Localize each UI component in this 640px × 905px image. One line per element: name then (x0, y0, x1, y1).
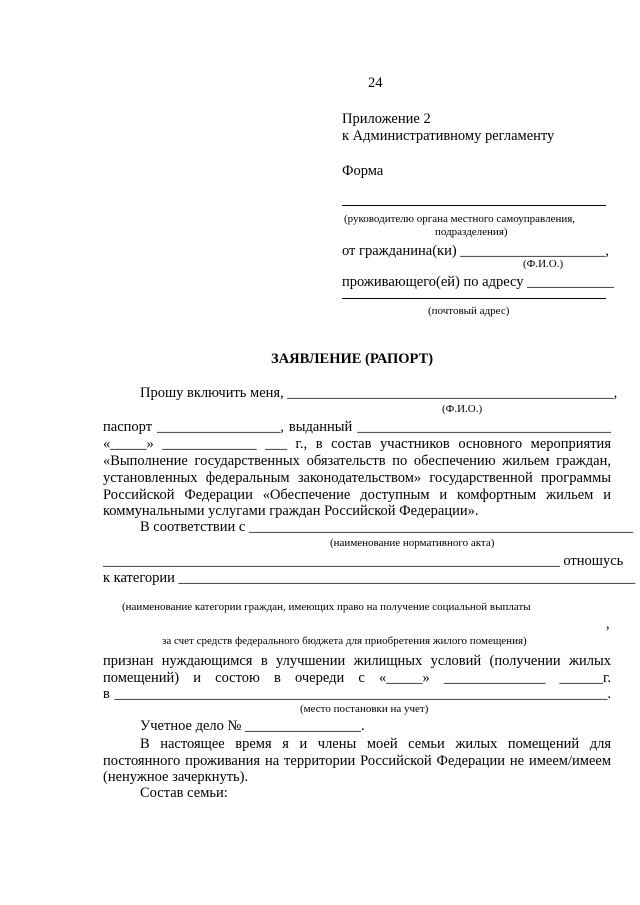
body-line-16: постоянного проживания на территории Российской Федерации не имеем/имеем (103, 753, 611, 769)
addressee-note-2: подразделения) (435, 226, 508, 238)
addressee-line (342, 205, 606, 206)
body-line-13: в ____________________________________________________________________. (103, 686, 611, 702)
appendix-title: Приложение 2 (342, 111, 431, 127)
body-line-8: В соответствии с _____________________________________________________ (140, 519, 634, 535)
from-fio-note: (Ф.И.О.) (523, 258, 564, 270)
registration-place-note: (место постановки на учет) (300, 703, 429, 715)
body-line-15: В настоящее время я и члены моей семьи жилых помещений для (140, 736, 611, 752)
address-line: проживающего(ей) по адресу ____________ (342, 274, 615, 290)
page-number: 24 (368, 75, 383, 91)
from-line: от гражданина(ки) ____________________, (342, 243, 609, 259)
body-line-18: Состав семьи: (140, 785, 228, 801)
category-note-1: (наименование категории граждан, имеющих право на получение социальной выплаты (122, 601, 531, 613)
body-line-11: признан нуждающимся в улучшении жилищных условий (получении жилых (103, 653, 611, 669)
body-line-4: «Выполнение государственных обязательств по обеспечению жильем граждан, (103, 453, 611, 469)
normative-act-note: (наименование нормативного акта) (330, 537, 495, 549)
body-fio-note: (Ф.И.О.) (442, 403, 483, 415)
body-line-2: паспорт _________________, выданный ___________________________________ (103, 419, 611, 435)
category-note-2: за счет средств федерального бюджета для приобретения жилого помещения) (162, 635, 527, 647)
body-line-3: «_____» _____________ ___ г., в состав участников основного мероприятия (103, 436, 611, 452)
category-comma: , (606, 616, 610, 632)
body-line-7: коммунальными услугами граждан Российской Федерации». (103, 503, 479, 519)
body-line-9: _______________________________________________________________ отношусь (103, 553, 624, 569)
document-title: ЗАЯВЛЕНИЕ (РАПОРТ) (271, 351, 434, 367)
body-line-1: Прошу включить меня, _____________________________________________, (140, 385, 618, 401)
address-second-line (342, 298, 606, 299)
body-line-17: (ненужное зачеркнуть). (103, 769, 249, 785)
form-label: Форма (342, 163, 384, 179)
addressee-note-1: (руководителю органа местного самоуправления, (344, 213, 576, 225)
body-line-14: Учетное дело № ________________. (140, 718, 365, 734)
body-line-10: к категории _______________________________________________________________ (103, 570, 636, 586)
appendix-reference: к Административному регламенту (342, 128, 555, 144)
postal-address-note: (почтовый адрес) (428, 305, 510, 317)
body-line-12: помещений) и состою в очереди с «_____» ______________ ______г. (103, 670, 611, 686)
body-line-5: установленных федеральным законодательством» государственной программы (103, 470, 611, 486)
body-line-6: Российской Федерации «Обеспечение доступным и комфортным жильем и (103, 487, 611, 503)
